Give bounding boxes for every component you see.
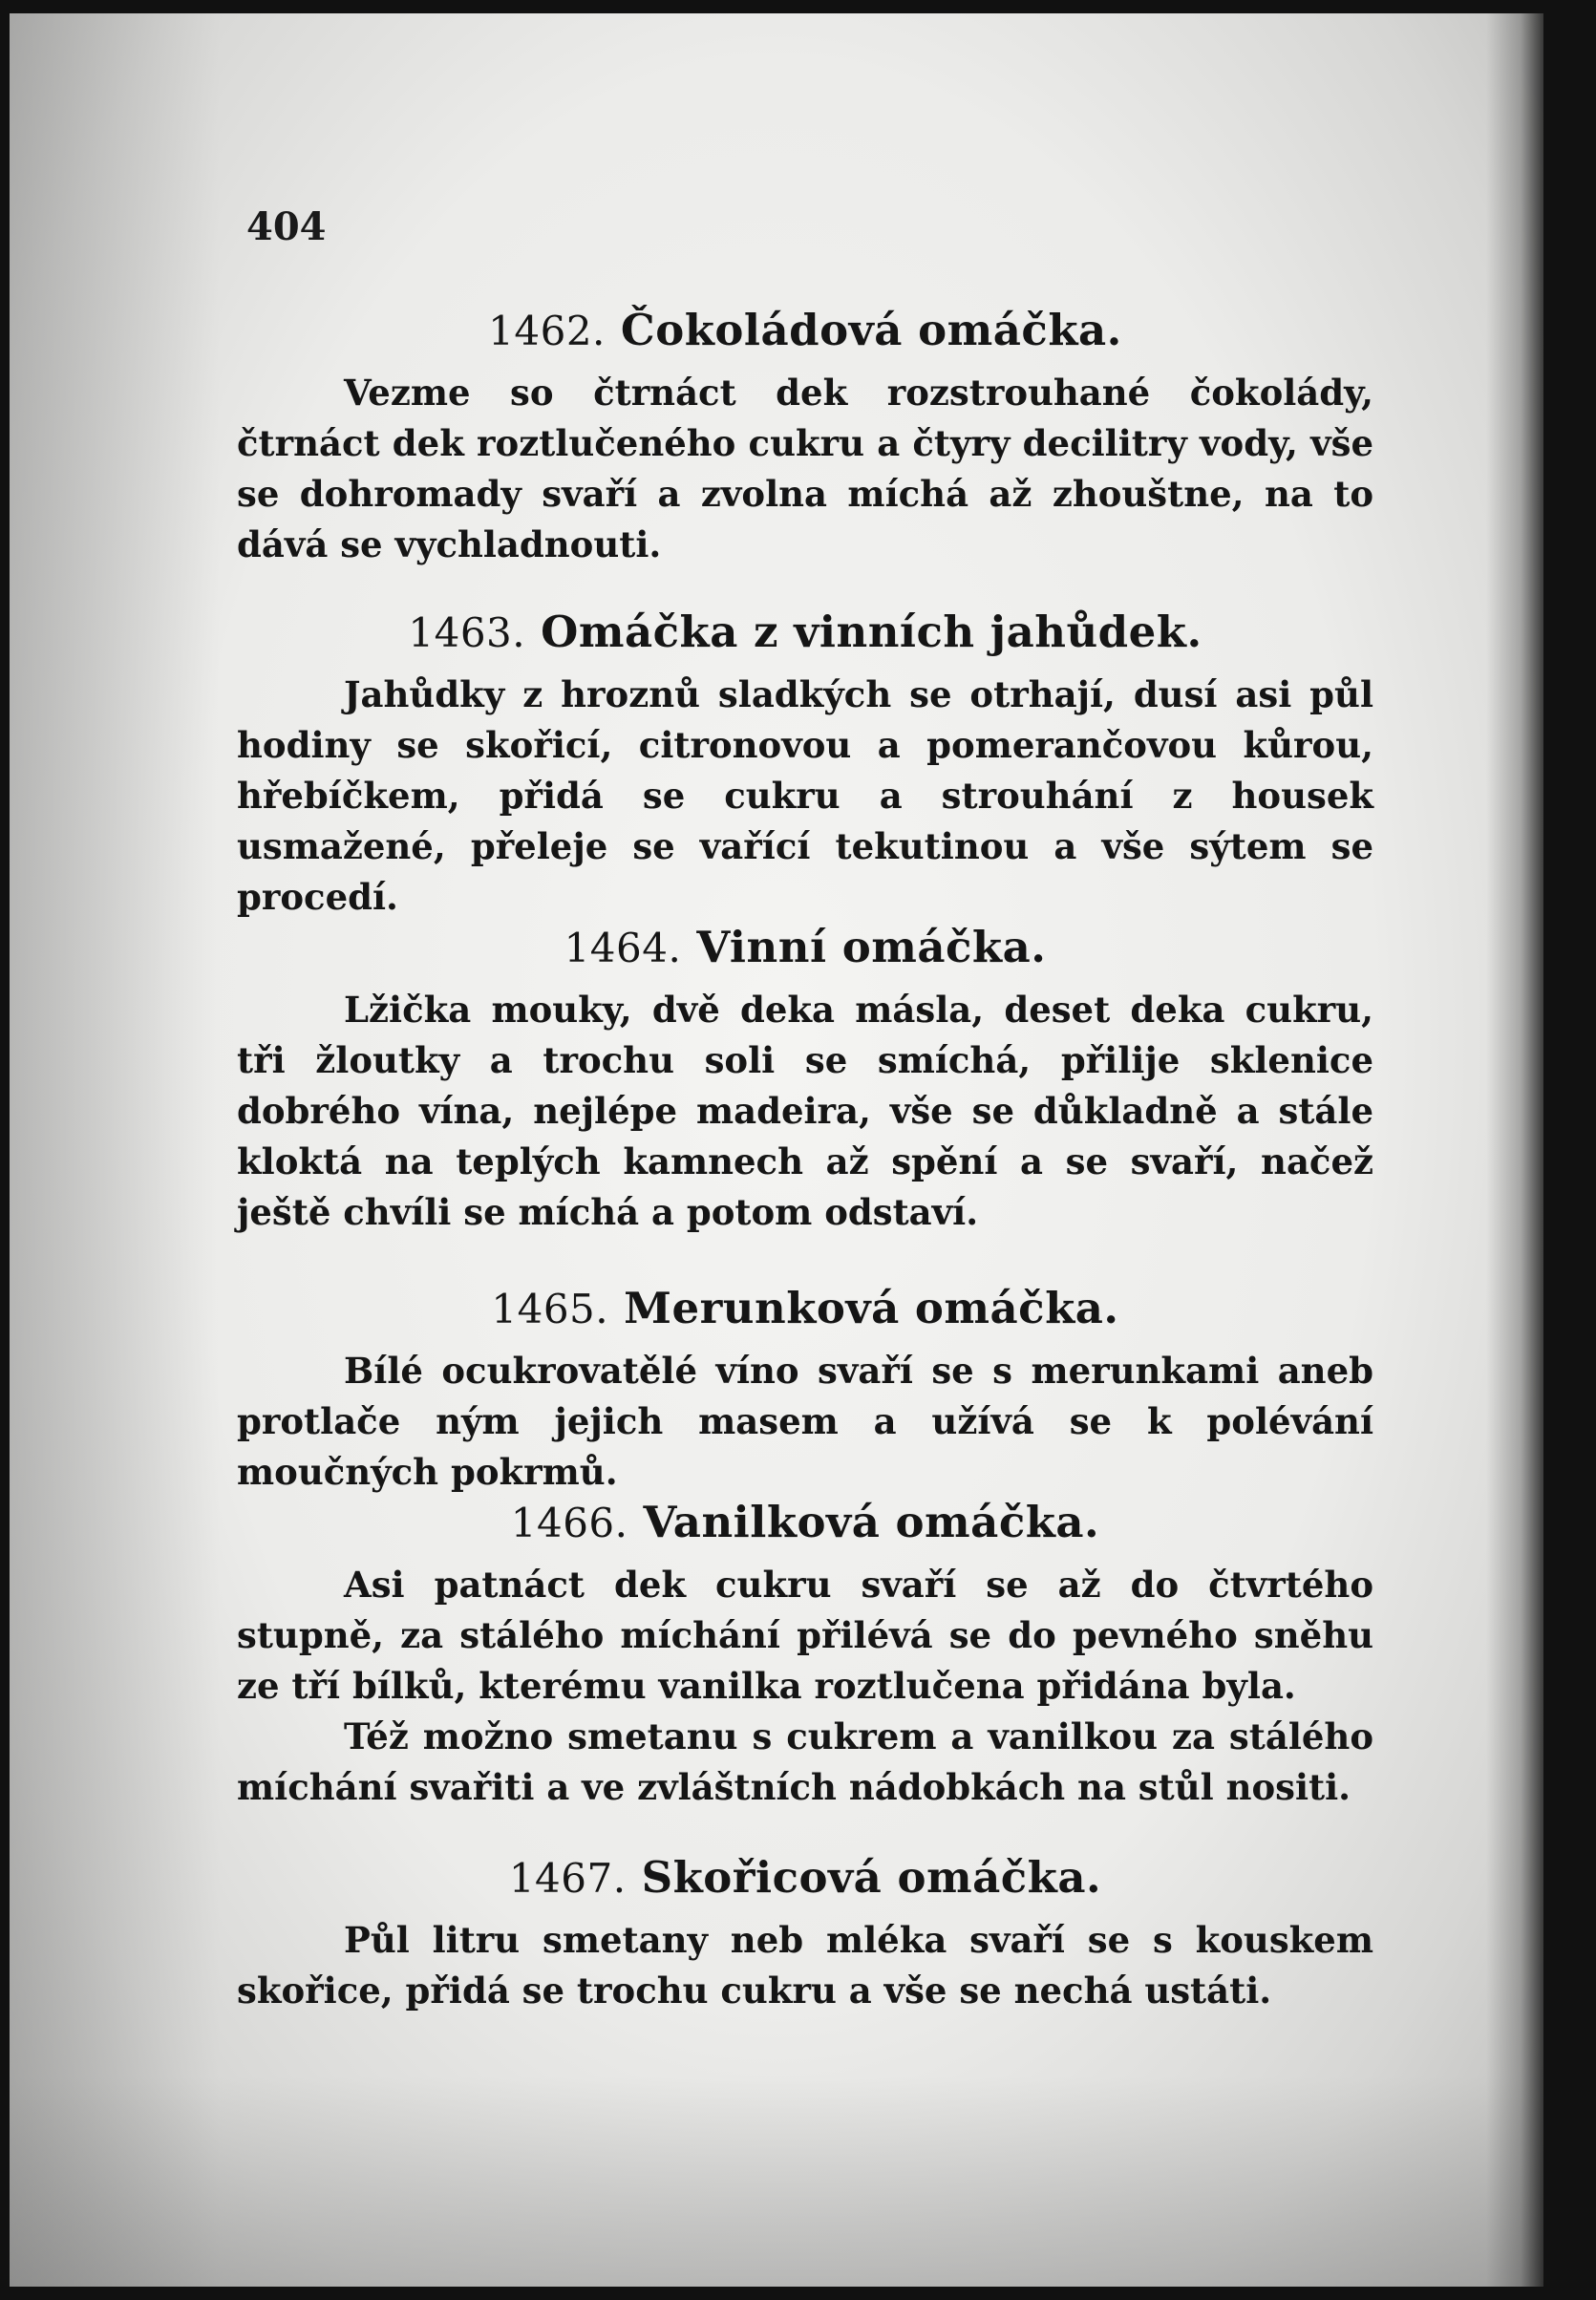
recipe-title: Omáčka z vinních jahůdek. [541,607,1202,657]
recipe-heading [237,921,1373,975]
recipe-1465 [237,1282,1373,1498]
recipe-paragraph: Půl litru smetany neb mléka svaří se s kouskem skořice, přidá se trochu cukru a vše se nechá ustáti. [237,1919,1373,2012]
recipe-number: 1464. [564,925,682,971]
book-page [10,13,1543,2287]
recipe-paragraph: Též možno smetanu s cukrem a vanilkou za stálého míchání svařiti a ve zvláštních nádobkách na stůl nositi. [237,1715,1373,1808]
recipe-paragraph: Bílé ocukrovatělé víno svaří se s merunkami aneb protlače ným jejich masem a užívá se k polévání moučných pokrmů. [237,1350,1373,1493]
recipe-paragraph: Asi patnáct dek cukru svaří se až do čtvrtého stupně, za stálého míchání přilévá se do pevného sněhu ze tří bílků, kterému vanilka roztlučena přidána byla. [237,1564,1373,1707]
recipe-heading [237,304,1373,358]
recipe-paragraph: Vezme so čtrnáct dek rozstrouhané čokolády, čtrnáct dek roztlučeného cukru a čtyry decilitry vody, vše se dohromady svaří a zvolna míchá až zhouštne, na to dává se vychladnouti. [237,372,1373,565]
recipe-heading [237,1851,1373,1906]
page-right-edge-shadow [1486,13,1543,2287]
page-left-shading [10,13,220,2287]
recipe-title: Čokoládová omáčka. [620,305,1122,355]
recipe-1463 [237,606,1373,923]
recipe-number: 1462. [488,308,606,354]
page-number: 404 [246,204,327,249]
recipe-title: Vanilková omáčka. [643,1497,1100,1547]
recipe-title: Merunková omáčka. [624,1283,1119,1333]
recipe-paragraph: Lžička mouky, dvě deka másla, deset deka cukru, tři žloutky a trochu soli se smíchá, přilije sklenice dobrého vína, nejlépe madeira, vše se důkladně a stále kloktá na teplých kamnech až spění a se svaří, načež ještě chvíli se míchá a potom odstaví. [237,989,1373,1233]
page-bottom-shading [10,2076,1543,2287]
recipe-number: 1466. [510,1500,628,1546]
recipe-number: 1463. [408,609,526,656]
recipe-title: Vinní omáčka. [696,922,1047,972]
recipe-paragraph: Jahůdky z hroznů sladkých se otrhají, dusí asi půl hodiny se skořicí, citronovou a pomerančovou kůrou, hřebíčkem, přidá se cukru a strouhání z housek usmažené, přeleje se vařící tekutinou a vše sýtem se procedí. [237,673,1373,918]
recipe-1467 [237,1851,1373,2016]
recipe-1464 [237,921,1373,1238]
recipe-title: Skořicová omáčka. [641,1852,1102,1903]
recipe-number: 1465. [491,1286,609,1332]
recipe-heading [237,606,1373,660]
recipe-1466 [237,1496,1373,1813]
recipe-number: 1467. [508,1855,627,1902]
recipe-heading [237,1496,1373,1550]
recipe-1462 [237,304,1373,570]
recipe-heading [237,1282,1373,1336]
